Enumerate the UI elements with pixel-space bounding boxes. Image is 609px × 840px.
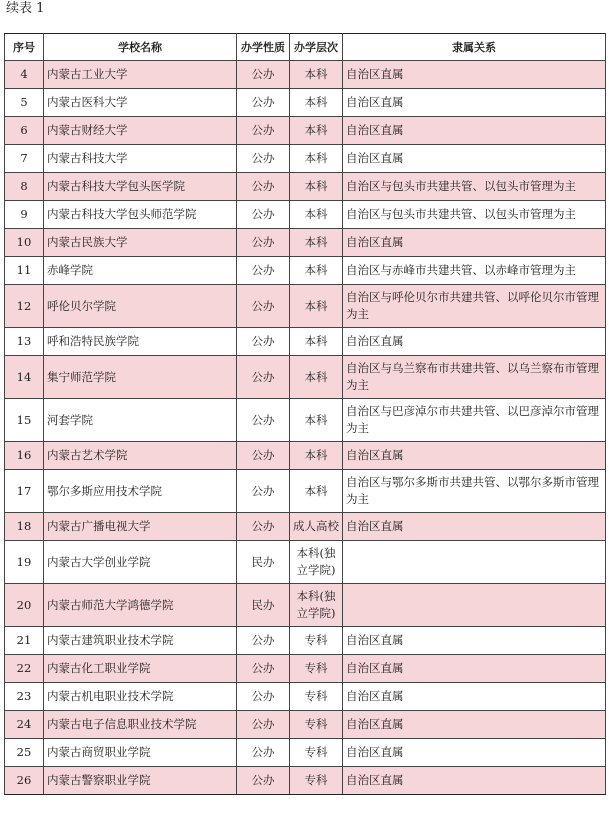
cell-affiliation: 自治区与乌兰察布市共建共管、以乌兰察布市管理为主 — [343, 356, 606, 399]
table-row — [5, 470, 606, 513]
table-body — [5, 61, 606, 795]
cell-no: 26 — [5, 767, 44, 795]
header-no: 序号 — [5, 34, 44, 61]
header-affiliation: 隶属关系 — [343, 34, 606, 61]
cell-affiliation: 自治区直属 — [343, 117, 606, 145]
cell-affiliation: 自治区直属 — [343, 683, 606, 711]
cell-nature: 公办 — [237, 442, 290, 470]
cell-nature: 公办 — [237, 328, 290, 356]
cell-name: 内蒙古商贸职业学院 — [44, 739, 237, 767]
cell-name: 内蒙古科技大学包头师范学院 — [44, 201, 237, 229]
cell-level: 本科 — [290, 328, 343, 356]
cell-affiliation: 自治区直属 — [343, 655, 606, 683]
cell-affiliation: 自治区与巴彦淖尔市共建共管、以巴彦淖尔市管理为主 — [343, 399, 606, 442]
cell-affiliation: 自治区与包头市共建共管、以包头市管理为主 — [343, 201, 606, 229]
cell-no: 21 — [5, 627, 44, 655]
cell-affiliation: 自治区直属 — [343, 61, 606, 89]
cell-affiliation: 自治区直属 — [343, 767, 606, 795]
cell-name: 赤峰学院 — [44, 257, 237, 285]
cell-nature: 民办 — [237, 584, 290, 627]
cell-affiliation: 自治区直属 — [343, 328, 606, 356]
cell-name: 内蒙古科技大学 — [44, 145, 237, 173]
cell-affiliation: 自治区直属 — [343, 711, 606, 739]
cell-no: 25 — [5, 739, 44, 767]
cell-no: 10 — [5, 229, 44, 257]
cell-affiliation: 自治区直属 — [343, 145, 606, 173]
cell-name: 内蒙古艺术学院 — [44, 442, 237, 470]
cell-level: 本科 — [290, 257, 343, 285]
cell-affiliation: 自治区直属 — [343, 513, 606, 541]
cell-nature: 公办 — [237, 257, 290, 285]
cell-level: 专科 — [290, 739, 343, 767]
cell-level: 本科 — [290, 399, 343, 442]
table-row — [5, 627, 606, 655]
cell-no: 17 — [5, 470, 44, 513]
header-level: 办学层次 — [290, 34, 343, 61]
cell-level: 本科 — [290, 285, 343, 328]
cell-no: 20 — [5, 584, 44, 627]
cell-nature: 公办 — [237, 285, 290, 328]
table-row — [5, 584, 606, 627]
cell-no: 5 — [5, 89, 44, 117]
cell-no: 18 — [5, 513, 44, 541]
cell-nature: 公办 — [237, 711, 290, 739]
cell-nature: 公办 — [237, 399, 290, 442]
cell-affiliation: 自治区直属 — [343, 89, 606, 117]
cell-affiliation: 自治区直属 — [343, 229, 606, 257]
cell-name: 内蒙古财经大学 — [44, 117, 237, 145]
cell-no: 19 — [5, 541, 44, 584]
table-row — [5, 739, 606, 767]
cell-affiliation: 自治区直属 — [343, 627, 606, 655]
cell-name: 鄂尔多斯应用技术学院 — [44, 470, 237, 513]
cell-nature: 公办 — [237, 683, 290, 711]
header-row — [5, 34, 606, 61]
table-row — [5, 285, 606, 328]
cell-name: 内蒙古大学创业学院 — [44, 541, 237, 584]
table-row — [5, 541, 606, 584]
cell-affiliation: 自治区与呼伦贝尔市共建共管、以呼伦贝尔市管理为主 — [343, 285, 606, 328]
cell-level: 专科 — [290, 767, 343, 795]
cell-level: 本科(独立学院) — [290, 541, 343, 584]
cell-affiliation: 自治区与赤峰市共建共管、以赤峰市管理为主 — [343, 257, 606, 285]
cell-level: 本科 — [290, 61, 343, 89]
cell-no: 14 — [5, 356, 44, 399]
cell-no: 12 — [5, 285, 44, 328]
cell-name: 内蒙古工业大学 — [44, 61, 237, 89]
cell-name: 内蒙古电子信息职业技术学院 — [44, 711, 237, 739]
cell-no: 15 — [5, 399, 44, 442]
cell-no: 7 — [5, 145, 44, 173]
cell-nature: 公办 — [237, 627, 290, 655]
cell-nature: 公办 — [237, 470, 290, 513]
cell-nature: 公办 — [237, 89, 290, 117]
cell-affiliation — [343, 584, 606, 627]
cell-affiliation: 自治区与鄂尔多斯市共建共管、以鄂尔多斯市管理为主 — [343, 470, 606, 513]
cell-affiliation: 自治区直属 — [343, 442, 606, 470]
cell-name: 呼和浩特民族学院 — [44, 328, 237, 356]
cell-level: 本科 — [290, 470, 343, 513]
cell-name: 内蒙古机电职业技术学院 — [44, 683, 237, 711]
cell-nature: 公办 — [237, 173, 290, 201]
table-row — [5, 655, 606, 683]
table-row — [5, 513, 606, 541]
cell-no: 16 — [5, 442, 44, 470]
cell-no: 24 — [5, 711, 44, 739]
cell-nature: 公办 — [237, 739, 290, 767]
cell-nature: 公办 — [237, 513, 290, 541]
universities-table — [4, 33, 606, 795]
table-row — [5, 356, 606, 399]
header-nature: 办学性质 — [237, 34, 290, 61]
cell-name: 内蒙古师范大学鸿德学院 — [44, 584, 237, 627]
table-row — [5, 173, 606, 201]
cell-nature: 公办 — [237, 655, 290, 683]
table-row — [5, 711, 606, 739]
table-row — [5, 399, 606, 442]
cell-no: 4 — [5, 61, 44, 89]
table-row — [5, 61, 606, 89]
cell-name: 内蒙古警察职业学院 — [44, 767, 237, 795]
cell-level: 本科 — [290, 145, 343, 173]
cell-level: 本科 — [290, 229, 343, 257]
cell-nature: 公办 — [237, 145, 290, 173]
cell-no: 11 — [5, 257, 44, 285]
cell-nature: 公办 — [237, 61, 290, 89]
table-row — [5, 442, 606, 470]
header-school-name: 学校名称 — [44, 34, 237, 61]
cell-level: 本科 — [290, 173, 343, 201]
cell-name: 内蒙古建筑职业技术学院 — [44, 627, 237, 655]
cell-name: 内蒙古科技大学包头医学院 — [44, 173, 237, 201]
table-row — [5, 328, 606, 356]
cell-affiliation: 自治区直属 — [343, 739, 606, 767]
cell-nature: 公办 — [237, 767, 290, 795]
cell-nature: 公办 — [237, 229, 290, 257]
cell-no: 13 — [5, 328, 44, 356]
cell-no: 22 — [5, 655, 44, 683]
cell-level: 本科 — [290, 442, 343, 470]
table-row — [5, 145, 606, 173]
cell-no: 23 — [5, 683, 44, 711]
cell-name: 呼伦贝尔学院 — [44, 285, 237, 328]
cell-nature: 公办 — [237, 117, 290, 145]
cell-level: 专科 — [290, 655, 343, 683]
cell-level: 成人高校 — [290, 513, 343, 541]
cell-name: 内蒙古广播电视大学 — [44, 513, 237, 541]
cell-nature: 民办 — [237, 541, 290, 584]
cell-name: 内蒙古民族大学 — [44, 229, 237, 257]
table-row — [5, 229, 606, 257]
cell-level: 本科(独立学院) — [290, 584, 343, 627]
cell-no: 9 — [5, 201, 44, 229]
cell-affiliation: 自治区与包头市共建共管、以包头市管理为主 — [343, 173, 606, 201]
cell-name: 集宁师范学院 — [44, 356, 237, 399]
cell-level: 专科 — [290, 627, 343, 655]
table-caption: 续表 1 — [6, 1, 45, 16]
cell-level: 专科 — [290, 711, 343, 739]
table-header — [5, 34, 606, 61]
cell-name: 内蒙古医科大学 — [44, 89, 237, 117]
table-row — [5, 683, 606, 711]
cell-level: 专科 — [290, 683, 343, 711]
cell-level: 本科 — [290, 117, 343, 145]
cell-no: 6 — [5, 117, 44, 145]
cell-affiliation — [343, 541, 606, 584]
cell-level: 本科 — [290, 356, 343, 399]
cell-level: 本科 — [290, 89, 343, 117]
cell-no: 8 — [5, 173, 44, 201]
cell-nature: 公办 — [237, 356, 290, 399]
cell-name: 内蒙古化工职业学院 — [44, 655, 237, 683]
cell-nature: 公办 — [237, 201, 290, 229]
cell-level: 本科 — [290, 201, 343, 229]
table-row — [5, 89, 606, 117]
table-row — [5, 201, 606, 229]
table-row — [5, 767, 606, 795]
cell-name: 河套学院 — [44, 399, 237, 442]
table-row — [5, 257, 606, 285]
table-row — [5, 117, 606, 145]
